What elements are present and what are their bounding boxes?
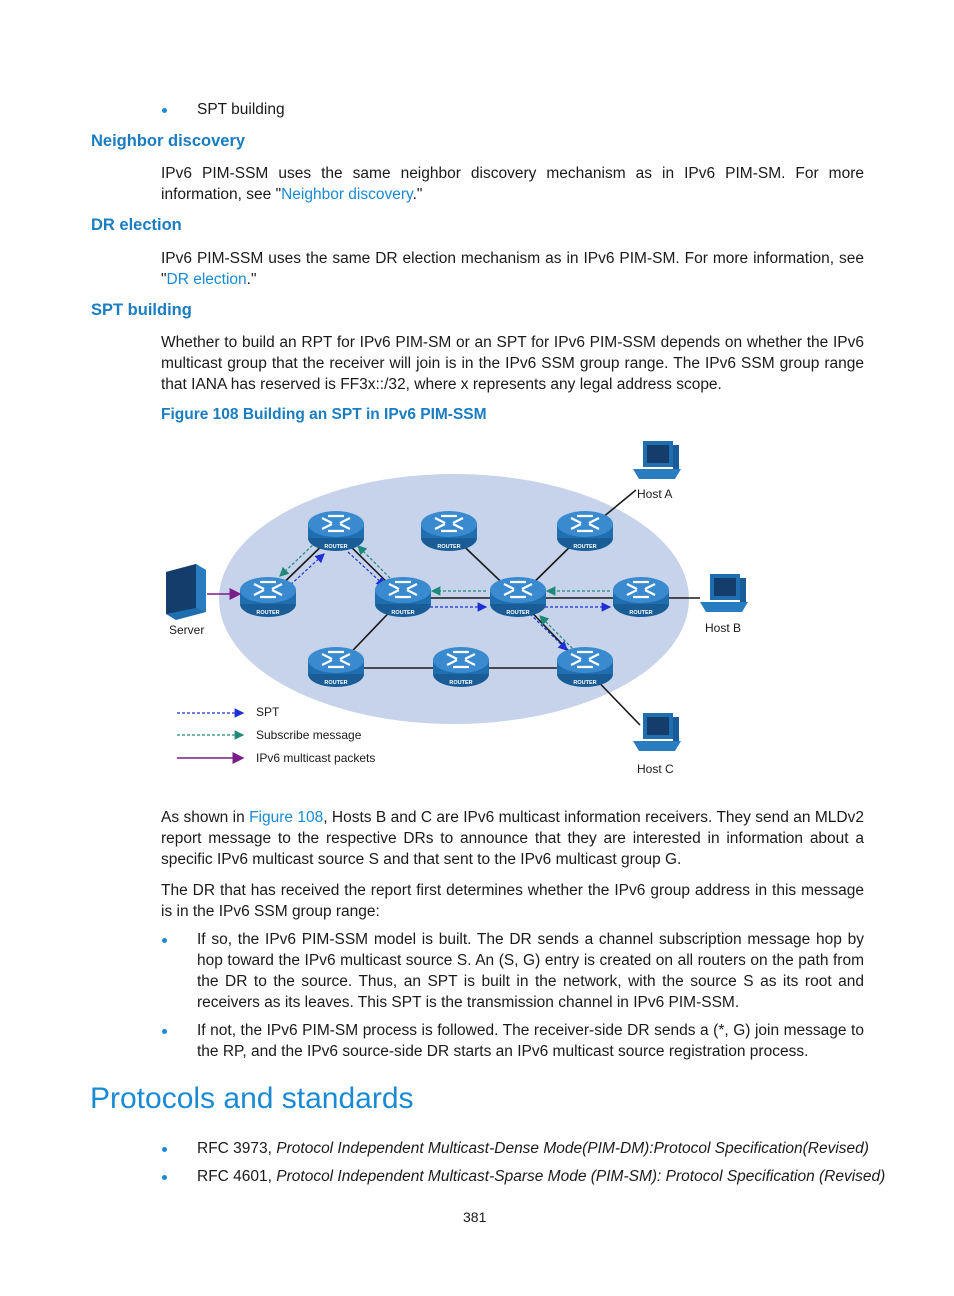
dr-link-part1[interactable]: DR — [166, 271, 189, 288]
router-label: ROUTER — [573, 680, 597, 686]
figure-explanation-paragraph — [161, 807, 864, 870]
host-a-icon — [633, 441, 681, 479]
p1-before: As shown in — [161, 809, 250, 826]
neighbor-discovery-link[interactable]: Neighbor discovery — [281, 186, 413, 203]
bullet-pim-sm-followed: If not, the IPv6 PIM-SM process is followed. The receiver-side DR sends a (*, G) join message to the RP, and the IPv6 source-side DR starts an IPv6 multicast source registration process. — [197, 1022, 864, 1060]
host-c-label: Host C — [637, 762, 674, 776]
rfc-title: Protocol Independent Multicast-Dense Mode(PIM-DM):Protocol Specification(Revised) — [276, 1140, 869, 1157]
router-label: ROUTER — [437, 544, 461, 550]
rfc-number: RFC 4601, — [197, 1168, 277, 1185]
bullet-dot — [162, 938, 167, 943]
spt-paragraph: Whether to build an RPT for IPv6 PIM-SM or an SPT for IPv6 PIM-SSM depends on whether the IPv6 multicast group that the receiver will join is in the IPv6 SSM group range. The IPv6 SSM group range that IANA has reserved is FF3x::/32, where x represents any legal address scope. — [161, 334, 864, 393]
rfc-title: Protocol Independent Multicast-Sparse Mode (PIM-SM): Protocol Specification (Revised) — [276, 1168, 886, 1185]
router-label: ROUTER — [506, 610, 530, 616]
p1-after: , Hosts B and C are IPv6 multicast information receivers. They send an MLDv2 report message to the respective DRs to announce that they are interested in information about a specific IPv6 multicast source S and that sent to the IPv6 multicast group G. — [161, 809, 864, 868]
top-bullet-text: SPT building — [197, 101, 285, 118]
legend-spt: SPT — [256, 705, 280, 719]
heading-dr-election: DR election — [91, 216, 182, 234]
dr-determination-paragraph: The DR that has received the report first determines whether the IPv6 group address in this message is in the IPv6 SSM group range: — [161, 882, 864, 920]
server-icon — [166, 564, 206, 620]
legend-multicast: IPv6 multicast packets — [256, 751, 376, 765]
dr-text-after: ." — [246, 271, 257, 288]
figure-108-link[interactable]: Figure 108 — [249, 809, 324, 826]
page-number: 381 — [463, 1209, 487, 1225]
router-label: ROUTER — [391, 610, 415, 616]
bullet-dot — [162, 1175, 167, 1180]
rfc-3973-item — [197, 1138, 877, 1159]
bullet-dot — [162, 1147, 167, 1152]
router-label: ROUTER — [573, 544, 597, 550]
server-label: Server — [169, 623, 205, 637]
host-c-icon — [633, 713, 681, 751]
host-b-icon — [700, 574, 748, 612]
router-label: ROUTER — [629, 610, 653, 616]
dr-text-before: IPv6 PIM-SSM uses the same DR election mechanism as in IPv6 PIM-SM. For more information, see " — [161, 250, 864, 288]
rfc-4601-item — [197, 1166, 886, 1187]
heading-neighbor-discovery: Neighbor discovery — [91, 132, 246, 150]
legend-subscribe: Subscribe message — [256, 728, 362, 742]
dr-link-part2[interactable]: election — [193, 271, 247, 288]
bullet-dot — [162, 1029, 167, 1034]
bullet-ssm-built: If so, the IPv6 PIM-SSM model is built. The DR sends a channel subscription message hop by hop toward the IPv6 multicast source S. An (S, G) entry is created on all routers on the path from the DR to the source. Thus, an SPT is built in the network, with the source S as its root and receivers as its leaves. This SPT is the transmission channel in IPv6 PIM-SSM. — [197, 931, 864, 1011]
neighbor-text-after: ." — [412, 186, 423, 203]
heading-spt-building: SPT building — [91, 301, 192, 319]
rfc-number: RFC 3973, — [197, 1140, 277, 1157]
neighbor-text-before: IPv6 PIM-SSM uses the same neighbor discovery mechanism as in IPv6 PIM-SM. For more information, see " — [161, 165, 864, 203]
router-label: ROUTER — [256, 610, 280, 616]
host-b-label: Host B — [705, 621, 742, 635]
router-label: ROUTER — [449, 680, 473, 686]
host-a-label: Host A — [637, 487, 673, 501]
router-label: ROUTER — [324, 544, 348, 550]
figure-caption: Figure 108 Building an SPT in IPv6 PIM-SSM — [161, 406, 487, 423]
heading-protocols-and-standards: Protocols and standards — [90, 1082, 414, 1115]
legend — [177, 705, 375, 765]
router-label: ROUTER — [324, 680, 348, 686]
